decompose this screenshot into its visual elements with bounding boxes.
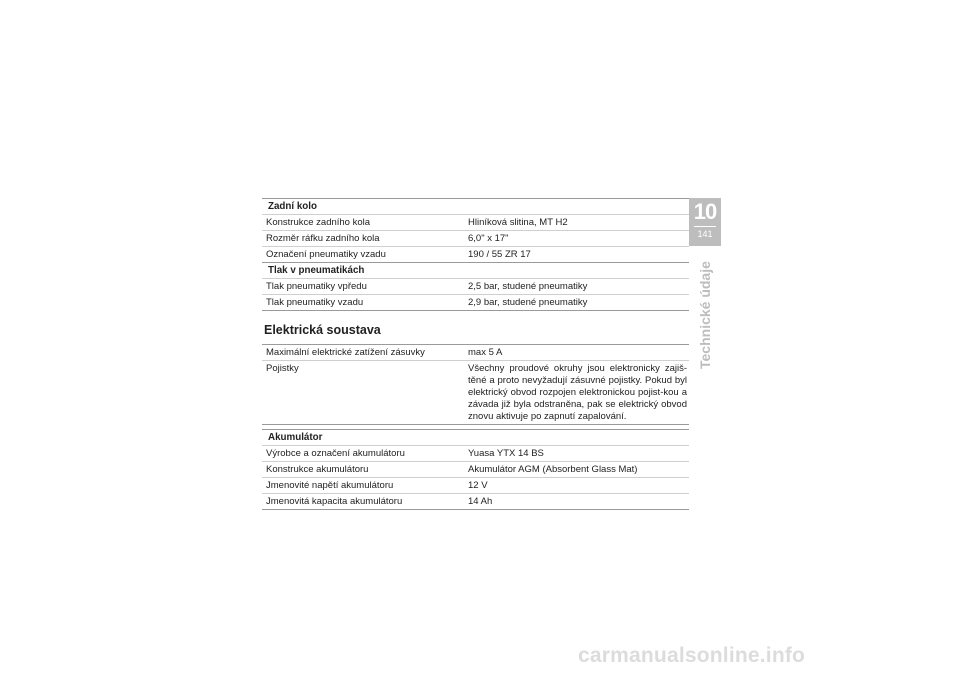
row-label: Konstrukce zadního kola	[266, 217, 371, 228]
table-row	[262, 462, 689, 478]
page-number: 141	[697, 229, 713, 239]
table-row	[262, 279, 689, 295]
table-row	[262, 446, 689, 462]
row-label: Jmenovité napětí akumulátoru	[266, 480, 394, 491]
table-row	[262, 345, 689, 361]
row-label: Jmenovitá kapacita akumulátoru	[266, 496, 403, 507]
row-value: 190 / 55 ZR 17	[468, 249, 531, 260]
row-label: Výrobce a označení akumulátoru	[266, 448, 405, 459]
row-value: Akumulátor AGM (Absorbent Glass Mat)	[468, 464, 638, 475]
tire-pressure-heading: Tlak v pneumatikách	[262, 263, 689, 279]
electrical-table	[262, 344, 689, 510]
watermark: carmanualsonline.info	[578, 644, 806, 667]
row-label: Konstrukce akumulátoru	[266, 464, 369, 475]
row-value: 14 Ah	[468, 496, 493, 507]
battery-heading: Akumulátor	[262, 429, 689, 446]
table-row	[262, 478, 689, 494]
rear-wheel-heading: Zadní kolo	[262, 199, 689, 215]
row-label: Maximální elektrické zatížení zásuvky	[266, 347, 425, 358]
row-value: Yuasa YTX 14 BS	[468, 448, 544, 459]
chapter-side-label: Technické údaje	[697, 261, 713, 369]
table-row	[262, 247, 689, 263]
tab-divider	[694, 226, 716, 227]
row-value: max 5 A	[468, 347, 503, 358]
table-row	[262, 361, 689, 425]
rear-wheel-table	[262, 198, 689, 311]
chapter-number: 10	[693, 199, 717, 224]
table-row	[262, 231, 689, 247]
row-label: Pojistky	[266, 363, 299, 374]
row-value: 2,9 bar, studené pneumatiky	[468, 297, 588, 308]
row-value: 6,0" x 17"	[468, 233, 509, 244]
table-row	[262, 494, 689, 510]
row-value: Hliníková slitina, MT H2	[468, 217, 568, 228]
row-label: Rozměr ráfku zadního kola	[266, 233, 380, 244]
table-row	[262, 215, 689, 231]
spec-content	[262, 198, 689, 510]
row-value: Všechny proudové okruhy jsou elektronicky zajiš-těné a proto nevyžadují zásuvné pojistky. Pokud byl elektrický obvod rozpojen elektronickou pojist-kou a závada již byla odstraněna, pak se elektrický obvod znovu aktivuje po zapnutí zapalování.	[468, 363, 687, 422]
row-label: Označení pneumatiky vzadu	[266, 249, 386, 260]
row-value: 12 V	[468, 480, 488, 491]
row-label: Tlak pneumatiky vzadu	[266, 297, 364, 308]
table-row	[262, 295, 689, 311]
chapter-tab	[689, 198, 721, 246]
row-label: Tlak pneumatiky vpředu	[266, 281, 367, 292]
row-value: 2,5 bar, studené pneumatiky	[468, 281, 588, 292]
electrical-section-title: Elektrická soustava	[264, 323, 381, 337]
